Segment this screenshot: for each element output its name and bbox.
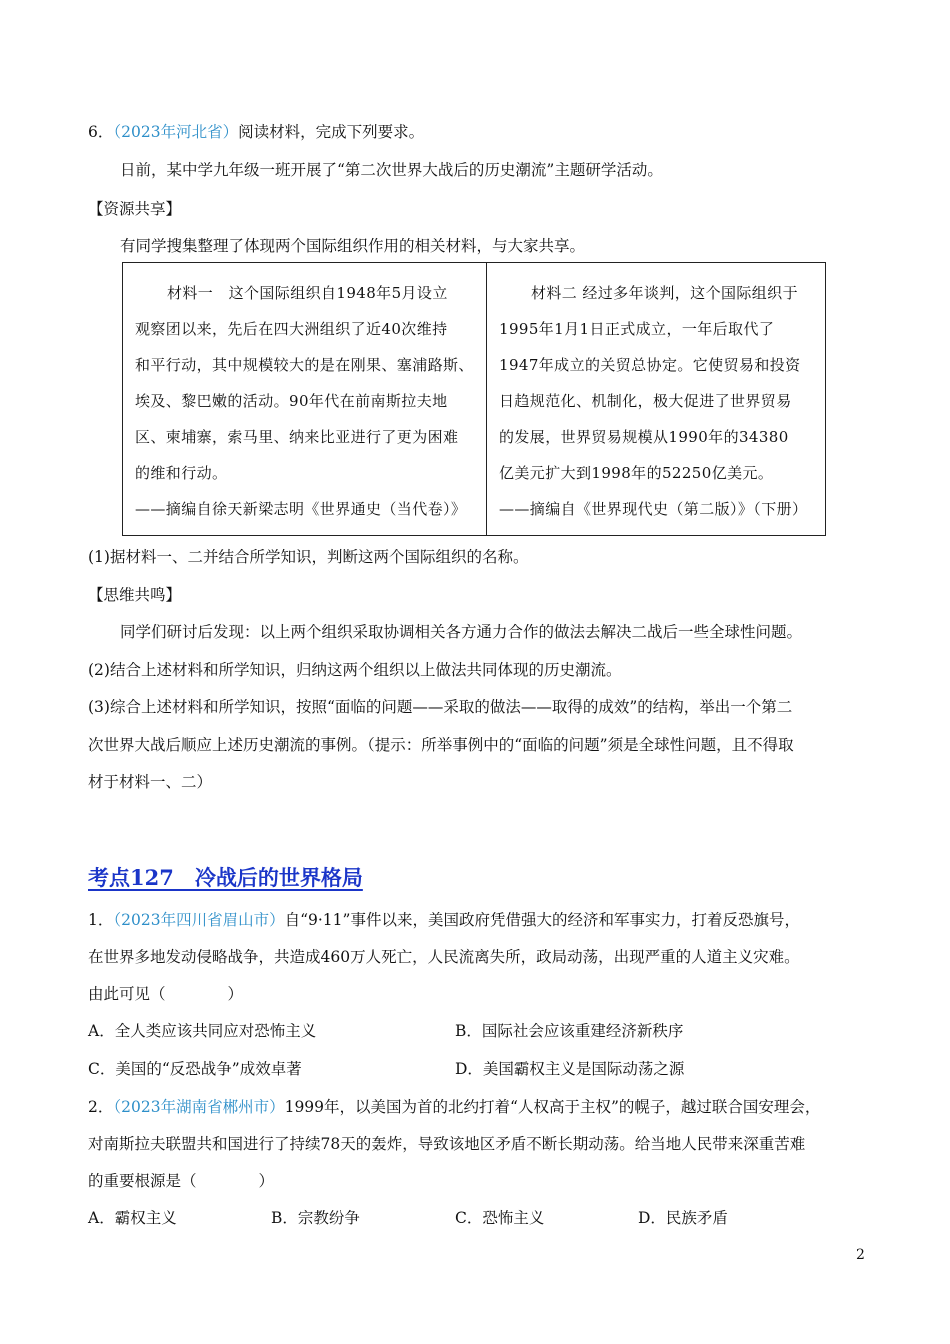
mc1-option-c[interactable]: C．美国的“反恐战争”成效卓著 [88,1060,302,1078]
q6-source: （2023年河北省） [113,123,239,141]
mc1-option-a[interactable]: A．全人类应该共同应对恐怖主义 [88,1022,317,1040]
material-one-cell [123,263,487,535]
mc2-option-a[interactable]: A．霸权主义 [88,1209,177,1227]
material-one-line: 埃及、黎巴嫩的活动。90年代在前南斯拉夫地 [135,392,448,410]
material-one-line: 区、柬埔寨，索马里、纳来比亚进行了更为困难 [135,428,459,446]
q6-prompt: 阅读材料，完成下列要求。 [238,123,425,141]
mc1-option-d[interactable]: D．美国霸权主义是国际动荡之源 [455,1060,685,1078]
material-two-line: 的发展，世界贸易规模从1990年的34380 [499,428,789,446]
material-one-line: 的维和行动。 [135,464,228,482]
mc1-text: 自“9·11”事件以来，美国政府凭借强大的经济和军事实力，打着反恐旗号， [284,911,800,929]
page-number: 2 [856,1247,865,1263]
material-two-line: 亿美元扩大到1998年的52250亿美元。 [499,464,774,482]
q6-finding: 同学们研讨后发现：以上两个组织采取协调相关各方通力合作的做法去解决二战后一些全球性问题。 [120,623,803,641]
material-one-line: 观察团以来，先后在四大洲组织了近40次维持 [135,320,448,338]
mc2-line: 的重要根源是（ ） [88,1172,275,1190]
q6-subquestion-3-line: (3)综合上述材料和所学知识，按照“面临的问题——采取的做法——取得的成效”的结构，举出一个第二 [88,698,793,716]
material-two-citation: ——摘编自《世界现代史（第二版）》（下册） [499,500,808,518]
mc2-number: 2． [88,1098,114,1116]
q6-subquestion-2: (2)结合上述材料和所学知识，归纳这两个组织以上做法共同体现的历史潮流。 [88,661,622,679]
mc1-line: 由此可见（ ） [88,985,244,1003]
material-two-line: 1995年1月1日正式成立，一年后取代了 [499,320,775,338]
mc1-number: 1． [88,911,114,929]
q6-share-text: 有同学搜集整理了体现两个国际组织作用的相关材料，与大家共享。 [120,237,586,255]
material-two-cell [487,263,825,535]
material-two-line: 材料二 经过多年谈判，这个国际组织于 [531,284,798,302]
section-heading: 考点127 冷战后的世界格局 [88,865,363,890]
material-two-line: 1947年成立的关贸总协定。它使贸易和投资 [499,356,801,374]
mc1-line [88,909,800,931]
materials-table [122,262,826,536]
q6-subquestion-1: (1)据材料一、二并结合所学知识，判断这两个国际组织的名称。 [88,548,529,566]
mc1-line: 在世界多地发动侵略战争，共造成460万人死亡，人民流离失所，政局动荡，出现严重的人道主义灾难。 [88,948,800,966]
material-two-line: 日趋规范化、机制化，极大促进了世界贸易 [499,392,792,410]
q6-section-resource: 【资源共享】 [88,200,182,218]
mc2-line: 对南斯拉夫联盟共和国进行了持续78天的轰炸，导致该地区矛盾不断长期动荡。给当地人民带来深重苦难 [88,1135,806,1153]
q6-subquestion-3-line: 材于材料一、二） [88,773,213,791]
mc2-option-c[interactable]: C．恐怖主义 [455,1209,545,1227]
q6-section-thinking: 【思维共鸣】 [88,586,182,604]
mc2-line [88,1096,820,1118]
q6-intro: 日前，某中学九年级一班开展了“第二次世界大战后的历史潮流”主题研学活动。 [120,161,663,179]
material-one-line: 材料一 这个国际组织自1948年5月设立 [167,284,448,302]
material-one-line: 和平行动，其中规模较大的是在刚果、塞浦路斯、 [135,356,474,374]
mc2-text: 1999年，以美国为首的北约打着“人权高于主权”的幌子，越过联合国安理会， [284,1098,821,1116]
mc1-source: （2023年四川省眉山市） [113,911,285,929]
mc1-option-b[interactable]: B．国际社会应该重建经济新秩序 [455,1022,684,1040]
q6-title-line [88,121,424,143]
mc2-source: （2023年湖南省郴州市） [113,1098,285,1116]
q6-subquestion-3-line: 次世界大战后顺应上述历史潮流的事例。（提示：所举事例中的“面临的问题”须是全球性问题，且不得取 [88,736,794,754]
mc2-option-b[interactable]: B．宗教纷争 [271,1209,360,1227]
q6-number: 6． [88,123,114,141]
material-one-citation: ——摘编自徐天新梁志明《世界通史（当代卷）》 [135,500,467,518]
mc2-option-d[interactable]: D．民族矛盾 [638,1209,728,1227]
